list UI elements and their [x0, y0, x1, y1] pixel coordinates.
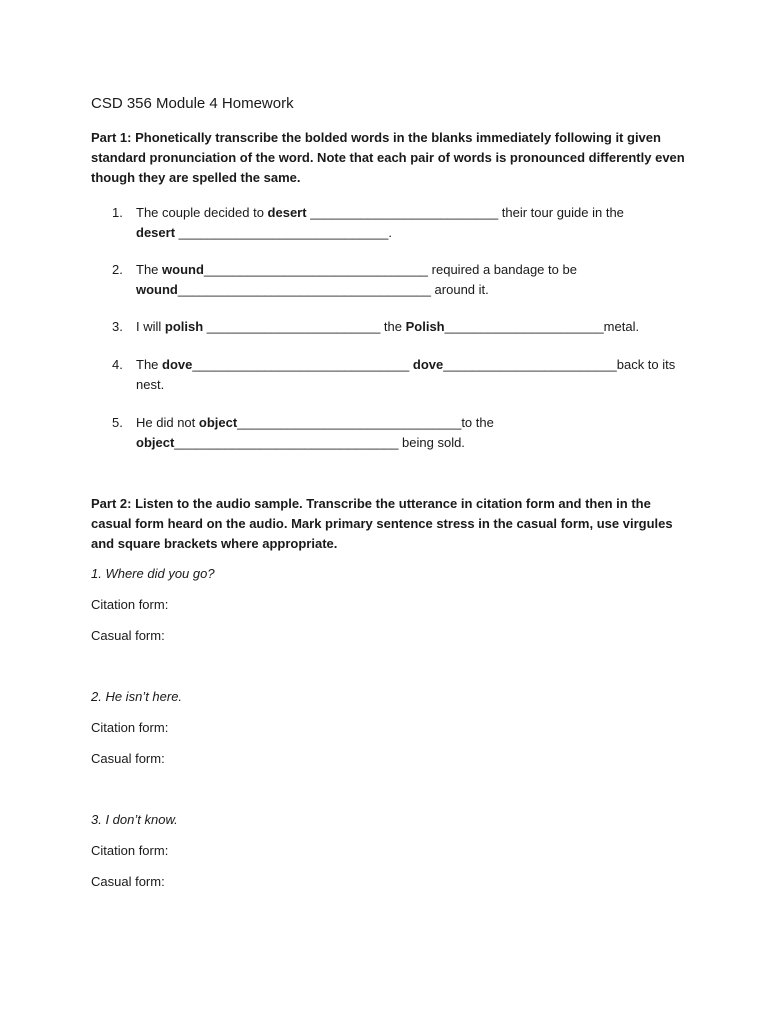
casual-label: Casual form:: [91, 874, 165, 889]
bold-word: dove: [412, 357, 444, 372]
item-text: [136, 355, 676, 395]
item-number: 4.: [112, 357, 123, 372]
part1-instructions: [91, 128, 691, 188]
answer-blank[interactable]: ________________________back to its nest.: [136, 357, 676, 392]
answer-blank[interactable]: ______________________________: [192, 357, 413, 372]
part2-label: Part 2:: [91, 496, 132, 511]
bold-word: wound: [162, 262, 204, 277]
answer-blank[interactable]: _______________________________: [237, 415, 462, 430]
question-prompt: 2. He isn’t here.: [91, 689, 183, 704]
casual-label: Casual form:: [91, 751, 165, 766]
part2-instructions: [91, 494, 691, 554]
item-text-part: the: [383, 319, 406, 334]
item-text: [136, 260, 676, 300]
item-text-part: required a bandage to be: [431, 262, 577, 277]
citation-label: Citation form:: [91, 843, 169, 858]
item-text-part: The: [136, 357, 163, 372]
bold-word: wound: [136, 282, 178, 297]
bold-word: object: [198, 415, 238, 430]
item-text-part: He did not: [136, 415, 199, 430]
item-text-part: The couple decided to: [136, 205, 268, 220]
item-text: [136, 203, 676, 243]
item-number: 1.: [112, 205, 123, 220]
item-text-part: The: [136, 262, 163, 277]
part1-label: Part 1:: [91, 130, 132, 145]
bold-word: polish: [164, 319, 204, 334]
answer-blank[interactable]: _____________________________.: [175, 225, 392, 240]
item-number: 2.: [112, 262, 123, 277]
item-text-part: their tour guide in the: [501, 205, 624, 220]
answer-blank[interactable]: ___________________________________ around it.: [177, 282, 489, 297]
answer-blank[interactable]: ________________________: [203, 319, 384, 334]
bold-word: object: [136, 435, 175, 450]
item-text-part: I will: [136, 319, 165, 334]
bold-word: desert: [136, 225, 176, 240]
part2-text: Listen to the audio sample. Transcribe the utterance in citation form and then in the casual form heard on the audio. Mark primary sentence stress in the casual form, use virgules and square brackets where appropriate.: [91, 496, 673, 551]
part1-text: Phonetically transcribe the bolded words in the blanks immediately following it given standard pronunciation of the word. Note that each pair of words is pronounced differently even though they are spelled the same.: [91, 130, 685, 185]
bold-word: dove: [162, 357, 193, 372]
page-title: [91, 95, 294, 112]
item-text: [136, 413, 676, 453]
answer-blank[interactable]: __________________________: [306, 205, 502, 220]
casual-label: Casual form:: [91, 628, 165, 643]
module-title: Module 4 Homework: [156, 95, 294, 112]
item-text: [136, 317, 676, 337]
question-prompt: 3. I don’t know.: [91, 812, 178, 827]
citation-label: Citation form:: [91, 597, 169, 612]
bold-word: desert: [267, 205, 307, 220]
answer-blank[interactable]: _______________________________ being sold.: [174, 435, 465, 450]
item-text-part: to the: [461, 415, 494, 430]
citation-label: Citation form:: [91, 720, 169, 735]
course-code: CSD 356: [91, 95, 152, 112]
question-prompt: 1. Where did you go?: [91, 566, 215, 581]
item-number: 5.: [112, 415, 123, 430]
item-number: 3.: [112, 319, 123, 334]
answer-blank[interactable]: _______________________________: [203, 262, 432, 277]
bold-word: Polish: [405, 319, 445, 334]
answer-blank[interactable]: ______________________metal.: [444, 319, 640, 334]
